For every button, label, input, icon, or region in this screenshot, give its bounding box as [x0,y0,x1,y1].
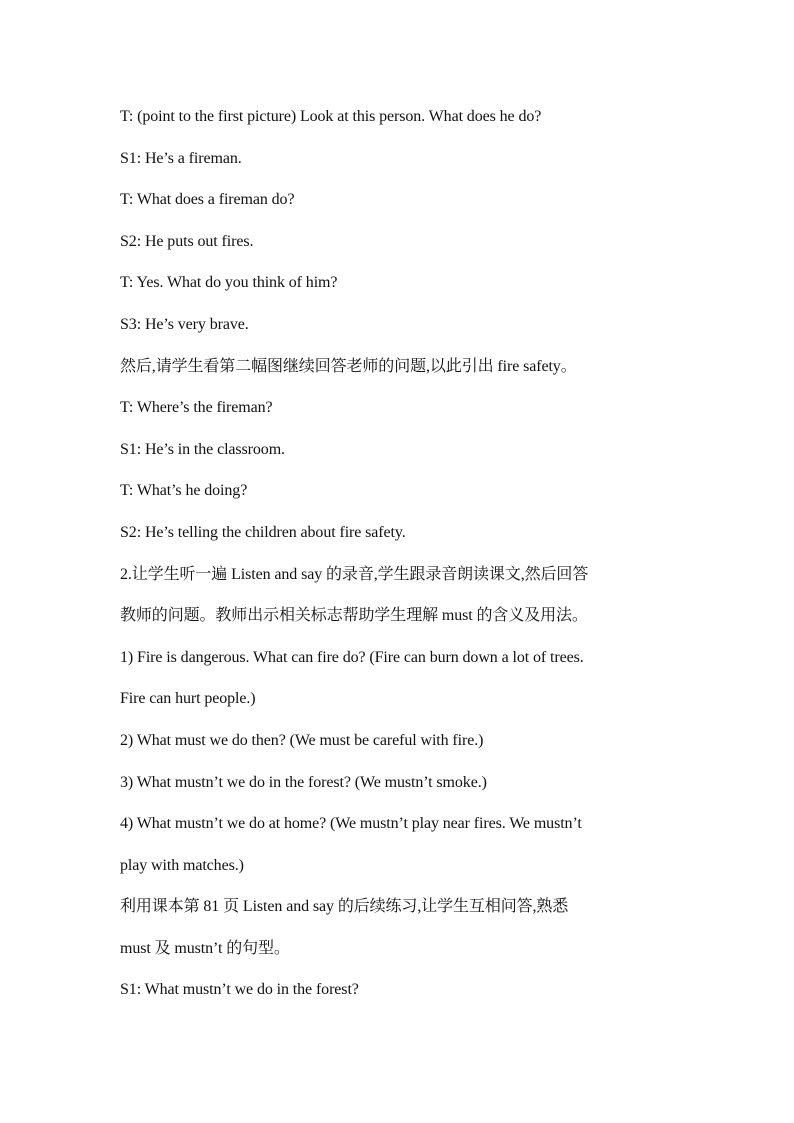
text-line: T: Where’s the fireman? [120,399,273,417]
text-line: 利用课本第 81 页 Listen and say 的后续练习,让学生互相问答,熟悉 [120,898,569,916]
text-line: S2: He’s telling the children about fire safety. [120,523,406,541]
text-line: S1: He’s a fireman. [120,149,242,167]
text-line: 2) What must we do then? (We must be careful with fire.) [120,731,484,749]
text-line: T: Yes. What do you think of him? [120,274,338,292]
text-line: S3: He’s very brave. [120,315,249,333]
text-line: T: (point to the first picture) Look at this person. What does he do? [120,108,542,125]
text-line: Fire can hurt people.) [120,690,256,708]
text-line: S2: He puts out fires. [120,232,254,250]
text-line: must 及 mustn’t 的句型。 [120,939,290,957]
text-line: 2.让学生听一遍 Listen and say 的录音,学生跟录音朗读课文,然后回答 [120,565,589,583]
text-line: play with matches.) [120,856,244,874]
text-line: 教师的问题。教师出示相关标志帮助学生理解 must 的含义及用法。 [120,607,588,625]
text-line: 1) Fire is dangerous. What can fire do? (Fire can burn down a lot of trees. [120,648,584,666]
text-line: S1: He’s in the classroom. [120,440,285,458]
text-line: T: What does a fireman do? [120,191,295,209]
lesson-text [120,105,700,1020]
text-line: T: What’s he doing? [120,482,248,500]
text-line: S1: What mustn’t we do in the forest? [120,981,359,999]
text-line: 3) What mustn’t we do in the forest? (We mustn’t smoke.) [120,773,487,791]
text-line: 4) What mustn’t we do at home? (We mustn’t play near fires. We mustn’t [120,815,582,833]
text-line: 然后,请学生看第二幅图继续回答老师的问题,以此引出 fire safety。 [120,357,577,375]
